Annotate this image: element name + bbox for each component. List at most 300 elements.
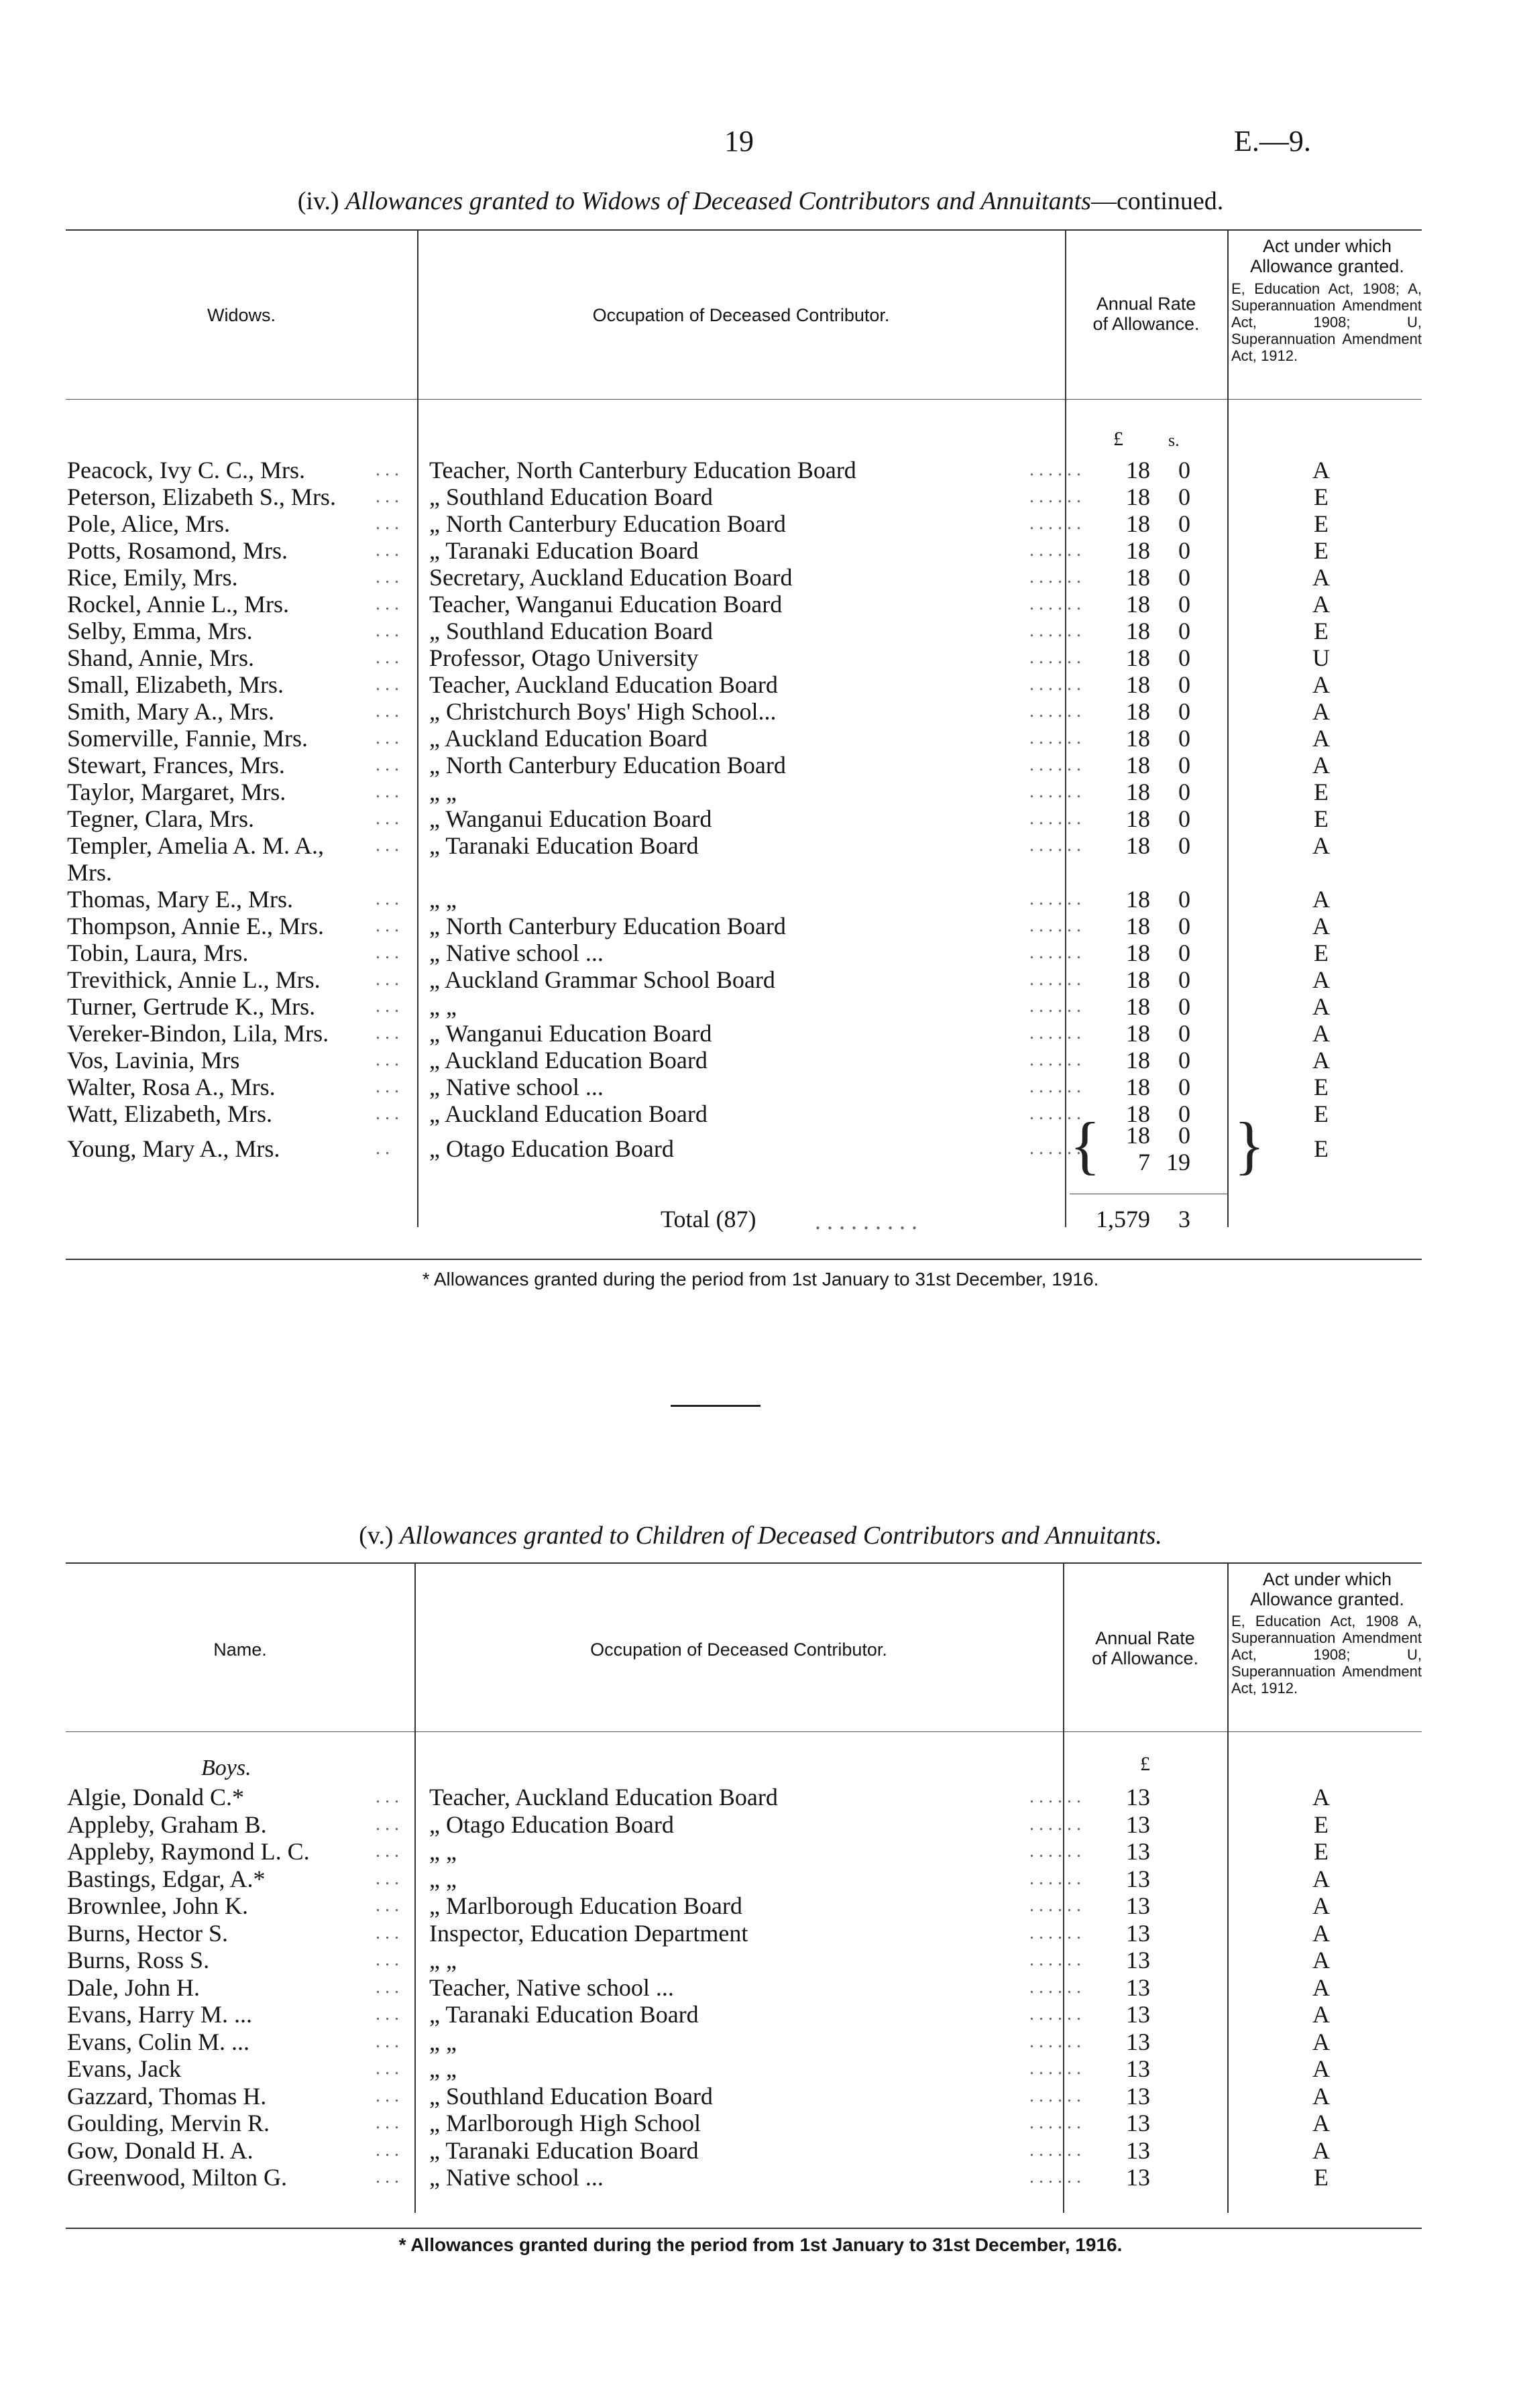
leader-dots: . . . . . . — [1029, 513, 1081, 534]
leader-dots: . . . — [376, 1841, 399, 1861]
leader-dots: . . . . . . — [1029, 2058, 1081, 2079]
leader-dots: . . . . . . . . . — [815, 1208, 917, 1235]
rate-pounds: 18 — [1126, 510, 1150, 537]
person-name: Shand, Annie, Mrs. — [67, 644, 254, 671]
act-code: A — [1312, 832, 1330, 859]
table-row — [0, 537, 1521, 564]
person-name: Vos, Lavinia, Mrs — [67, 1047, 240, 1074]
person-name: Trevithick, Annie L., Mrs. — [67, 966, 321, 993]
table-row-act — [0, 1135, 1521, 1162]
act-code: E — [1314, 1838, 1329, 1865]
rate-pounds: 13 — [1126, 1947, 1150, 1973]
leader-dots: . . . . . . — [1029, 1049, 1081, 1070]
leader-dots: . . . . . . — [1029, 486, 1081, 507]
rate-pounds: 18 — [1126, 671, 1150, 698]
leader-dots: . . . . . . — [1029, 1813, 1081, 1835]
person-name: Algie, Donald C.* — [67, 1784, 244, 1811]
table-row — [0, 1811, 1521, 1838]
rate-pounds: 18 — [1126, 457, 1150, 483]
leader-dots: . . . — [376, 1922, 399, 1943]
leader-dots: . . . — [376, 2058, 399, 2079]
table-row — [0, 1892, 1521, 1919]
table-row — [0, 1020, 1521, 1047]
rate-shillings: 0 — [1178, 457, 1190, 483]
person-name: Bastings, Edgar, A.* — [67, 1865, 266, 1892]
report-code: E.—9. — [1234, 125, 1311, 158]
occupation: Professor, Otago University — [429, 644, 699, 671]
rate-pounds: 13 — [1126, 1892, 1150, 1919]
rate-shillings: 0 — [1178, 1020, 1190, 1047]
leader-dots: . . . . . . — [1029, 1976, 1081, 1998]
person-name: Somerville, Fannie, Mrs. — [67, 725, 308, 752]
person-name: Peterson, Elizabeth S., Mrs. — [67, 483, 336, 510]
leader-dots: . . . — [376, 888, 399, 909]
act-code: E — [1314, 483, 1329, 510]
rate-shillings: 0 — [1178, 671, 1190, 698]
leader-dots: . . . — [376, 593, 399, 614]
rate-shillings: 0 — [1178, 993, 1190, 1020]
leader-dots: . . . . . . — [1029, 567, 1081, 587]
rate-pounds: 13 — [1126, 2001, 1150, 2028]
act-code: A — [1312, 1973, 1330, 2001]
act-code: A — [1312, 1919, 1330, 1947]
rate-pounds: 18 — [1126, 1100, 1150, 1127]
leader-dots: . . . . . . — [1029, 1949, 1081, 1970]
page-number: 19 — [724, 125, 754, 158]
table-row — [0, 2083, 1521, 2110]
leader-dots: . . . — [376, 620, 399, 641]
table-row — [0, 1047, 1521, 1074]
table-top-rule — [66, 1562, 1422, 1564]
table-row — [0, 1838, 1521, 1865]
leader-dots: . . . . . . — [1029, 2004, 1081, 2024]
occupation: „ Native school ... — [429, 1074, 604, 1100]
header-widows: Widows. — [207, 305, 276, 325]
rate-pounds: 18 — [1126, 966, 1150, 993]
leader-dots: . . . . . . — [1029, 996, 1081, 1017]
leader-dots: . . . . . . — [1029, 1786, 1081, 1807]
person-name: Pole, Alice, Mrs. — [67, 510, 230, 537]
rate-pounds: 13 — [1126, 2136, 1150, 2164]
rate-shillings: 0 — [1178, 591, 1190, 618]
rate-shillings: 0 — [1178, 537, 1190, 564]
rate-shillings: 0 — [1178, 698, 1190, 725]
occupation: „ Auckland Education Board — [429, 1100, 708, 1127]
rate-pounds: 18 — [1126, 564, 1150, 591]
rate-shillings: 0 — [1178, 752, 1190, 779]
leader-dots: . . . — [376, 701, 399, 722]
unit-pounds: £ — [1113, 428, 1123, 450]
leader-dots: . . . . . . — [1029, 969, 1081, 990]
act-code: A — [1312, 564, 1330, 591]
person-name: Brownlee, John K. — [67, 1892, 248, 1919]
footnote: * Allowances granted during the period from 1st January to 31st December, 1916. — [422, 1269, 1099, 1289]
occupation: „ Marlborough High School — [429, 2110, 701, 2136]
occupation: „ North Canterbury Education Board — [429, 510, 786, 537]
table-row — [0, 832, 1521, 859]
rate-pounds: 18 — [1126, 939, 1150, 966]
occupation: „ Auckland Grammar School Board — [429, 966, 775, 993]
rate-shillings: 0 — [1178, 644, 1190, 671]
header-bottom-rule — [66, 399, 1422, 400]
act-code: A — [1312, 1947, 1330, 1973]
occupation: „ Wanganui Education Board — [429, 805, 712, 832]
unit-shillings: s. — [1168, 431, 1180, 450]
act-code: E — [1314, 1811, 1329, 1838]
rate-pounds: 13 — [1126, 1784, 1150, 1811]
act-code: A — [1312, 2028, 1330, 2055]
section-iv-caption: (iv.) Allowances granted to Widows of Deceased Contributors and Annuitants—continued. — [297, 187, 1224, 215]
act-code: A — [1312, 1020, 1330, 1047]
leader-dots: . . . . . . — [1029, 540, 1081, 561]
rate-shillings: 0 — [1178, 913, 1190, 939]
act-code: A — [1312, 1892, 1330, 1919]
person-name: Turner, Gertrude K., Mrs. — [67, 993, 316, 1020]
occupation: „ „ — [429, 2055, 457, 2082]
rate-pounds: 18 — [1126, 1074, 1150, 1100]
table-row — [0, 966, 1521, 993]
act-code: E — [1314, 2164, 1329, 2191]
rate-pounds: 18 — [1126, 644, 1150, 671]
person-name: Gow, Donald H. A. — [67, 2136, 253, 2164]
rate-shillings: 0 — [1178, 1122, 1190, 1149]
leader-dots: . . . . . . — [1029, 2167, 1081, 2187]
leader-dots: . . . — [376, 808, 399, 829]
person-name: Rice, Emily, Mrs. — [67, 564, 238, 591]
leader-dots: . . . . . . — [1029, 701, 1081, 722]
act-code: E — [1314, 779, 1329, 805]
person-name: Mrs. — [67, 859, 113, 886]
total-label: Total (87) — [661, 1206, 756, 1232]
act-code: A — [1312, 2136, 1330, 2164]
rate-pounds: 18 — [1126, 805, 1150, 832]
occupation: „ Auckland Education Board — [429, 725, 708, 752]
person-name: Selby, Emma, Mrs. — [67, 618, 253, 644]
leader-dots: . . . . . . — [1029, 1138, 1081, 1159]
table-row — [0, 805, 1521, 832]
table-row — [0, 644, 1521, 671]
rate-pounds: 13 — [1126, 1973, 1150, 2001]
occupation: „ Taranaki Education Board — [429, 2136, 699, 2164]
table-row — [0, 1074, 1521, 1100]
rate-pounds: 18 — [1126, 832, 1150, 859]
rate-shillings: 0 — [1178, 510, 1190, 537]
leader-dots: . . . — [376, 969, 399, 990]
leader-dots: . . . — [376, 540, 399, 561]
leader-dots: . . . — [376, 567, 399, 587]
person-name: Potts, Rosamond, Mrs. — [67, 537, 288, 564]
leader-dots: . . . . . . — [1029, 2030, 1081, 2052]
occupation: „ Taranaki Education Board — [429, 537, 699, 564]
rate-shillings: 0 — [1178, 725, 1190, 752]
header-act-legend: E, Education Act, 1908 A, Superannuation Amendment Act, 1908; U, Superannuation Amendment Act, 1912. — [1231, 1613, 1422, 1697]
occupation: „ „ — [429, 1947, 457, 1973]
occupation: Teacher, Auckland Education Board — [429, 1784, 778, 1811]
table-row — [0, 725, 1521, 752]
rate-shillings: 0 — [1178, 1074, 1190, 1100]
occupation: „ Taranaki Education Board — [429, 832, 699, 859]
leader-dots: . . . . . . — [1029, 2139, 1081, 2161]
occupation: „ Southland Education Board — [429, 2082, 713, 2110]
leader-dots: . . . — [376, 835, 399, 856]
person-name: Greenwood, Milton G. — [67, 2164, 287, 2191]
act-code: E — [1314, 1074, 1329, 1100]
brace-right: } — [1234, 1109, 1265, 1181]
rate-pounds: 18 — [1126, 886, 1150, 913]
occupation: „ „ — [429, 886, 457, 913]
subheading-boys: Boys. — [201, 1756, 251, 1780]
rate-shillings: 0 — [1178, 939, 1190, 966]
person-name: Smith, Mary A., Mrs. — [67, 698, 275, 725]
occupation: „ Native school ... — [429, 939, 604, 966]
table-row — [0, 993, 1521, 1020]
rate-shillings: 0 — [1178, 886, 1190, 913]
table-row — [0, 2001, 1521, 2028]
table-row — [0, 698, 1521, 725]
leader-dots: . . . — [376, 486, 399, 507]
rate-pounds: 18 — [1126, 698, 1150, 725]
rate-shillings: 0 — [1178, 1100, 1190, 1127]
rate-shillings: 0 — [1178, 966, 1190, 993]
leader-dots: . . . — [376, 2004, 399, 2024]
table-row — [0, 752, 1521, 779]
rate-pounds: 18 — [1126, 1020, 1150, 1047]
rate-pounds: 13 — [1126, 2110, 1150, 2136]
act-code: E — [1314, 939, 1329, 966]
table-row — [0, 1784, 1521, 1811]
table-row — [0, 510, 1521, 537]
rate-pounds: 13 — [1126, 1838, 1150, 1865]
leader-dots: . . . — [376, 1868, 399, 1889]
header-name: Name. — [213, 1640, 267, 1660]
rate-pounds: 18 — [1126, 1122, 1150, 1149]
leader-dots: . . . — [376, 781, 399, 802]
rate-pounds: 18 — [1126, 591, 1150, 618]
occupation: „ „ — [429, 2028, 457, 2055]
table-row — [0, 1920, 1521, 1947]
act-code: A — [1312, 2082, 1330, 2110]
person-name: Burns, Hector S. — [67, 1919, 228, 1947]
leader-dots: . . . . . . — [1029, 1922, 1081, 1943]
rate-pounds: 13 — [1126, 1919, 1150, 1947]
leader-dots: . . . . . . — [1029, 674, 1081, 695]
leader-dots: . . . . . . — [1029, 1076, 1081, 1097]
occupation: „ Taranaki Education Board — [429, 2001, 699, 2028]
occupation: „ North Canterbury Education Board — [429, 752, 786, 779]
leader-dots: . . . . . . — [1029, 593, 1081, 614]
rate-shillings: 0 — [1178, 564, 1190, 591]
rate-shillings: 0 — [1178, 832, 1190, 859]
occupation: Secretary, Auckland Education Board — [429, 564, 793, 591]
occupation: Inspector, Education Department — [429, 1919, 748, 1947]
act-code: A — [1312, 913, 1330, 939]
leader-dots: . . . — [376, 1949, 399, 1970]
act-code: E — [1314, 1100, 1329, 1127]
table-row — [0, 591, 1521, 618]
occupation: „ „ — [429, 993, 457, 1020]
occupation: Teacher, North Canterbury Education Board — [429, 457, 856, 483]
leader-dots: . . . . . . — [1029, 1868, 1081, 1889]
act-code: A — [1312, 1865, 1330, 1892]
occupation: Teacher, Native school ... — [429, 1973, 674, 2001]
leader-dots: . . . — [376, 1049, 399, 1070]
person-name: Appleby, Raymond L. C. — [67, 1838, 310, 1865]
header-act-legend: E, Education Act, 1908; A, Superannuation Amendment Act, 1908; U, Superannuation Amendment Act, 1912. — [1231, 280, 1422, 364]
person-name: Templer, Amelia A. M. A., — [67, 832, 324, 859]
table-row — [0, 564, 1521, 591]
rate-pounds: 13 — [1126, 2082, 1150, 2110]
leader-dots: . . . — [376, 459, 399, 480]
table-bottom-rule — [66, 2228, 1422, 2229]
table-top-rule — [66, 229, 1422, 231]
leader-dots: . . . . . . — [1029, 1023, 1081, 1043]
leader-dots: . . . — [376, 942, 399, 963]
table-row — [0, 1974, 1521, 2001]
act-code: A — [1312, 752, 1330, 779]
table-row — [0, 2028, 1521, 2055]
occupation: „ Auckland Education Board — [429, 1047, 708, 1074]
person-name: Gazzard, Thomas H. — [67, 2082, 267, 2110]
act-code: E — [1314, 805, 1329, 832]
act-code: E — [1314, 618, 1329, 644]
person-name: Tobin, Laura, Mrs. — [67, 939, 249, 966]
unit-pounds: £ — [1140, 1753, 1150, 1775]
leader-dots: . . . . . . — [1029, 728, 1081, 748]
person-name: Watt, Elizabeth, Mrs. — [67, 1100, 273, 1127]
occupation: „ Native school ... — [429, 2164, 604, 2191]
leader-dots: . . — [376, 1138, 390, 1159]
act-code: U — [1312, 644, 1330, 671]
header-act: Act under which Allowance granted. — [1250, 1569, 1404, 1609]
person-name: Vereker-Bindon, Lila, Mrs. — [67, 1020, 329, 1047]
rate-shillings: 0 — [1178, 483, 1190, 510]
occupation: „ Marlborough Education Board — [429, 1892, 742, 1919]
rate-pounds: 13 — [1126, 2055, 1150, 2082]
person-name: Tegner, Clara, Mrs. — [67, 805, 254, 832]
leader-dots: . . . — [376, 1786, 399, 1807]
rate-pounds: 13 — [1126, 2164, 1150, 2191]
rate-shillings: 0 — [1178, 805, 1190, 832]
occupation: „ „ — [429, 1838, 457, 1865]
table-row — [0, 2164, 1521, 2191]
total-shillings: 3 — [1178, 1206, 1190, 1232]
header-occupation: Occupation of Deceased Contributor. — [592, 305, 890, 325]
leader-dots: . . . — [376, 2167, 399, 2187]
leader-dots: . . . . . . — [1029, 647, 1081, 668]
table-row — [0, 2110, 1521, 2136]
person-name: Appleby, Graham B. — [67, 1811, 267, 1838]
leader-dots: . . . . . . — [1029, 1103, 1081, 1124]
act-code: E — [1314, 510, 1329, 537]
header-occupation: Occupation of Deceased Contributor. — [590, 1640, 887, 1660]
table-row — [0, 1866, 1521, 1892]
leader-dots: . . . . . . — [1029, 2112, 1081, 2133]
act-code: A — [1312, 886, 1330, 913]
section-separator — [671, 1405, 760, 1407]
leader-dots: . . . — [376, 2085, 399, 2106]
leader-dots: . . . — [376, 1813, 399, 1835]
leader-dots: . . . . . . — [1029, 2085, 1081, 2106]
brace-left: { — [1070, 1109, 1101, 1181]
rate-pounds: 18 — [1126, 779, 1150, 805]
table-row — [0, 939, 1521, 966]
person-name: Thompson, Annie E., Mrs. — [67, 913, 324, 939]
act-code: A — [1312, 698, 1330, 725]
act-code: A — [1312, 1784, 1330, 1811]
header-bottom-rule — [66, 1731, 1422, 1732]
act-code: A — [1312, 591, 1330, 618]
occupation: „ Southland Education Board — [429, 618, 713, 644]
rate-shillings: 19 — [1166, 1149, 1190, 1176]
person-name: Stewart, Frances, Mrs. — [67, 752, 285, 779]
leader-dots: . . . . . . — [1029, 942, 1081, 963]
leader-dots: . . . . . . — [1029, 888, 1081, 909]
act-code: A — [1312, 993, 1330, 1020]
leader-dots: . . . — [376, 1976, 399, 1998]
occupation: „ „ — [429, 1865, 457, 1892]
leader-dots: . . . . . . — [1029, 459, 1081, 480]
table-row — [0, 671, 1521, 698]
occupation: „ Otago Education Board — [429, 1135, 674, 1162]
header-rate: Annual Rate of Allowance. — [1092, 294, 1200, 334]
rate-pounds: 18 — [1126, 537, 1150, 564]
footnote: * Allowances granted during the period from 1st January to 31st December, 1916. — [398, 2234, 1123, 2255]
person-name: Evans, Colin M. ... — [67, 2028, 250, 2055]
occupation: Teacher, Wanganui Education Board — [429, 591, 783, 618]
leader-dots: . . . — [376, 2112, 399, 2133]
rate-pounds: 13 — [1126, 1865, 1150, 1892]
person-name: Small, Elizabeth, Mrs. — [67, 671, 284, 698]
leader-dots: . . . . . . — [1029, 808, 1081, 829]
rate-shillings: 0 — [1178, 779, 1190, 805]
person-name: Goulding, Mervin R. — [67, 2110, 270, 2136]
table-row — [0, 859, 1521, 886]
occupation: „ North Canterbury Education Board — [429, 913, 786, 939]
person-name: Dale, John H. — [67, 1973, 200, 2001]
table-bottom-rule — [66, 1259, 1422, 1260]
act-code: A — [1312, 1047, 1330, 1074]
act-code: A — [1312, 725, 1330, 752]
leader-dots: . . . — [376, 728, 399, 748]
leader-dots: . . . . . . — [1029, 1841, 1081, 1861]
rate-pounds: 7 — [1138, 1149, 1150, 1176]
person-name: Taylor, Margaret, Mrs. — [67, 779, 286, 805]
leader-dots: . . . — [376, 1076, 399, 1097]
person-name: Thomas, Mary E., Mrs. — [67, 886, 293, 913]
rate-shillings: 0 — [1178, 1047, 1190, 1074]
act-code: A — [1312, 966, 1330, 993]
leader-dots: . . . — [376, 2139, 399, 2161]
act-code: E — [1314, 537, 1329, 564]
occupation: „ Otago Education Board — [429, 1811, 674, 1838]
table-row — [0, 779, 1521, 805]
widow-name: Young, Mary A., Mrs. — [67, 1135, 280, 1162]
leader-dots: . . . . . . — [1029, 754, 1081, 775]
act-code: A — [1312, 2110, 1330, 2136]
leader-dots: . . . — [376, 674, 399, 695]
leader-dots: . . . . . . — [1029, 915, 1081, 936]
person-name: Peacock, Ivy C. C., Mrs. — [67, 457, 305, 483]
occupation: „ Southland Education Board — [429, 483, 713, 510]
occupation: „ „ — [429, 779, 457, 805]
leader-dots: . . . — [376, 915, 399, 936]
occupation: Teacher, Auckland Education Board — [429, 671, 778, 698]
table-row — [0, 2137, 1521, 2164]
rate-pounds: 18 — [1126, 618, 1150, 644]
occupation: „ Christchurch Boys' High School... — [429, 698, 777, 725]
leader-dots: . . . . . . — [1029, 835, 1081, 856]
leader-dots: . . . . . . — [1029, 1895, 1081, 1916]
